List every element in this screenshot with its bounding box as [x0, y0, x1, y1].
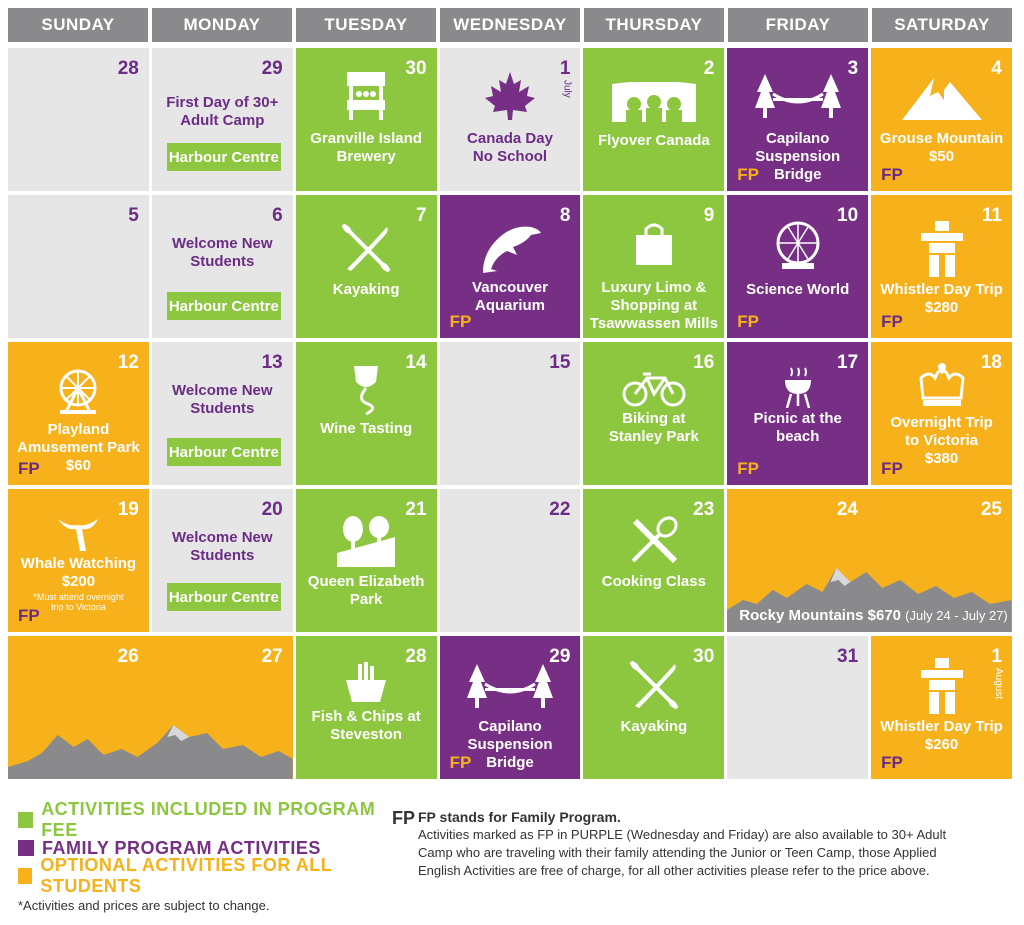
day-number: 6 [272, 205, 283, 226]
day-number: 24 [836, 499, 858, 520]
dolphin-icon [477, 219, 543, 273]
activity-label: Capilano Suspension Bridge [467, 718, 553, 771]
activity-label: Grouse Mountain $50 [879, 130, 1004, 165]
calendar-cell [8, 489, 149, 632]
header-thursday: THURSDAY [584, 8, 724, 42]
day-number: 17 [837, 352, 859, 373]
family-program-tag: FP [881, 753, 903, 772]
activity-label: Whistler Day Trip $280 [880, 281, 1003, 316]
disclaimer-text: *Activities and prices are subject to change. [18, 898, 270, 913]
wine-glass-icon [346, 364, 386, 416]
legend-included [18, 799, 398, 840]
crown-icon [919, 362, 965, 406]
cooking-utensils-icon [627, 515, 681, 569]
activity-label: Flyover Canada [597, 132, 710, 149]
activity-label: Overnight Trip to Victoria $380 [890, 414, 993, 467]
fp-note-line: Activities marked as FP in PURPLE (Wednesday and Friday) are also available to 30+ Adult [418, 827, 947, 842]
calendar-cell [296, 342, 437, 485]
location-badge: Harbour Centre [167, 143, 281, 171]
calendar-cell [296, 48, 437, 191]
header-wednesday: WEDNESDAY [440, 8, 580, 42]
maple-leaf-icon [483, 70, 537, 122]
market-stall-icon [343, 70, 389, 122]
calendar-cell [727, 195, 868, 338]
calendar-cell [583, 195, 724, 338]
day-number: 29 [261, 58, 283, 79]
calendar-cell [296, 636, 437, 779]
activity-label: Welcome New Students [171, 529, 273, 564]
activity-label: Cooking Class [601, 573, 706, 590]
family-program-tag: FP [449, 312, 472, 331]
day-number: 25 [980, 499, 1002, 520]
day-number: 14 [405, 352, 427, 373]
family-program-tag: FP [881, 459, 903, 478]
day-number: 30 [405, 58, 427, 79]
calendar-cell [871, 342, 1012, 485]
rocky-mountains-label: Rocky Mountains $670 (July 24 - July 27) [739, 607, 1008, 624]
calendar-cell [871, 48, 1012, 191]
calendar-cell [440, 195, 581, 338]
shopping-bag-icon [634, 221, 674, 267]
legend-swatch [18, 868, 32, 884]
fp-note-heading: FP stands for Family Program. [418, 809, 621, 825]
family-program-tag: FP [881, 165, 903, 184]
calendar-cell [296, 195, 437, 338]
family-program-tag: FP [737, 312, 760, 331]
calendar-cell [440, 342, 581, 485]
day-number: 11 [981, 205, 1002, 226]
calendar-cell [727, 342, 868, 485]
day-number: 18 [980, 352, 1002, 373]
month-label: July [561, 80, 573, 98]
calendar-cell [583, 636, 724, 779]
day-number: 29 [549, 646, 571, 667]
calendar-cell [8, 48, 149, 191]
family-program-tag: FP [449, 753, 472, 772]
activity-label: Granville Island Brewery [310, 130, 422, 165]
day-number: 22 [549, 499, 571, 520]
calendar-cell [583, 489, 724, 632]
day-number: 31 [837, 646, 859, 667]
kayak-icon [627, 658, 681, 712]
calendar-cell [583, 48, 724, 191]
kayak-icon [339, 221, 393, 275]
header-tuesday: TUESDAY [296, 8, 436, 42]
activity-label: Science World [746, 281, 850, 298]
mountain-icon [900, 72, 984, 122]
calendar-cell [440, 48, 581, 191]
legend-optional [18, 855, 398, 896]
day-number: 30 [693, 646, 715, 667]
header-monday: MONDAY [152, 8, 292, 42]
color-legend [18, 799, 398, 896]
day-number: 1 [559, 58, 571, 79]
activity-label: First Day of 30+ Adult Camp [166, 94, 279, 129]
day-number: 19 [117, 499, 139, 520]
activity-label: Whale Watching $200 [20, 555, 137, 590]
calendar-cell [440, 636, 581, 779]
activity-label: Luxury Limo & Shopping at Tsawwassen Mills [589, 279, 718, 332]
weekday-header [8, 8, 1012, 42]
rocky-mountains-cell [727, 489, 1012, 632]
inukshuk-icon [921, 221, 963, 277]
activity-label: Welcome New Students [171, 382, 273, 417]
activity-label: Queen Elizabeth Park [307, 573, 425, 608]
activity-label: Whistler Day Trip $260 [880, 718, 1003, 753]
day-number: 9 [703, 205, 715, 226]
day-number: 7 [415, 205, 427, 226]
activity-label: Playland Amusement Park $60 [17, 421, 140, 474]
calendar-cell [152, 489, 293, 632]
suspension-bridge-icon [755, 70, 841, 122]
family-program-tag: FP [18, 459, 40, 478]
month-label: August [993, 668, 1004, 700]
requirement-note: *Must attend overnight trip to Victoria [33, 592, 124, 612]
calendar-cell [8, 195, 149, 338]
fp-note-line: English Activities are free of charge, for all other activities please refer to the price above. [418, 863, 930, 878]
day-number: 27 [261, 646, 283, 667]
location-badge: Harbour Centre [167, 583, 281, 611]
calendar-cell [727, 636, 868, 779]
family-program-tag: FP [18, 606, 40, 625]
header-sunday: SUNDAY [8, 8, 148, 42]
fp-note-line: Camp who are traveling with their family attending the Junior or Teen Camp, those Applied [418, 845, 937, 860]
calendar-cell [296, 489, 437, 632]
legend-label: OPTIONAL ACTIVITIES FOR ALL STUDENTS [40, 855, 332, 896]
mountains-icon [8, 709, 293, 779]
calendar-cell [871, 636, 1012, 779]
day-number: 12 [117, 352, 139, 373]
calendar-cell [152, 195, 293, 338]
family-program-tag: FP [737, 165, 760, 184]
calendar-cell [583, 342, 724, 485]
theater-seats-icon [608, 82, 700, 126]
family-program-tag: FP [881, 312, 903, 331]
calendar-grid [8, 48, 1012, 779]
whale-tail-icon [56, 517, 100, 553]
day-number: 16 [693, 352, 715, 373]
day-number: 1 [991, 646, 1002, 667]
day-number: 8 [559, 205, 571, 226]
fp-tag: FP [392, 808, 416, 828]
inukshuk-icon [921, 658, 963, 714]
barbecue-icon [783, 366, 813, 408]
header-friday: FRIDAY [728, 8, 868, 42]
family-program-tag: FP [737, 459, 760, 478]
day-number: 15 [549, 352, 571, 373]
day-number: 26 [117, 646, 139, 667]
activity-label: Kayaking [332, 281, 400, 298]
day-number: 10 [837, 205, 859, 226]
activity-label: Wine Tasting [320, 420, 413, 437]
day-number: 3 [847, 58, 859, 79]
calendar-cell [152, 342, 293, 485]
day-number: 20 [261, 499, 283, 520]
day-number: 23 [693, 499, 715, 520]
day-number: 28 [405, 646, 427, 667]
day-number: 13 [261, 352, 283, 373]
activity-label: Capilano Suspension Bridge [755, 130, 841, 183]
activity-label: Biking at Stanley Park [608, 410, 699, 445]
calendar-cell [727, 48, 868, 191]
fish-chips-icon [344, 662, 388, 704]
suspension-bridge-icon [467, 660, 553, 712]
activity-label: Vancouver Aquarium [472, 279, 548, 314]
header-saturday: SATURDAY [872, 8, 1012, 42]
calendar-cell [871, 195, 1012, 338]
day-number: 2 [703, 58, 715, 79]
park-trees-icon [337, 515, 395, 567]
activity-label: Kayaking [620, 718, 688, 735]
bicycle-icon [621, 372, 687, 408]
legend-label: ACTIVITIES INCLUDED IN PROGRAM FEE [41, 799, 376, 840]
day-number: 5 [128, 205, 139, 226]
location-badge: Harbour Centre [167, 292, 281, 320]
mountain-range-cell [8, 636, 293, 779]
calendar-cell [440, 489, 581, 632]
day-number: 4 [991, 58, 1002, 79]
day-number: 21 [405, 499, 427, 520]
activity-label: Canada Day No School [467, 130, 553, 165]
family-program-note [392, 808, 1012, 880]
legend-swatch [18, 812, 33, 828]
legend-label: FAMILY PROGRAM ACTIVITIES [42, 837, 321, 858]
location-badge: Harbour Centre [167, 438, 281, 466]
fp-note-body [418, 808, 1012, 880]
geodesic-dome-icon [774, 221, 822, 271]
calendar-cell [8, 342, 149, 485]
activity-label: Fish & Chips at Steveston [311, 708, 421, 743]
calendar-cell [152, 48, 293, 191]
legend-swatch [18, 840, 34, 856]
ferris-wheel-icon [54, 368, 102, 414]
activity-label: Welcome New Students [171, 235, 273, 270]
activity-label: Picnic at the beach [753, 410, 842, 445]
day-number: 28 [117, 58, 139, 79]
